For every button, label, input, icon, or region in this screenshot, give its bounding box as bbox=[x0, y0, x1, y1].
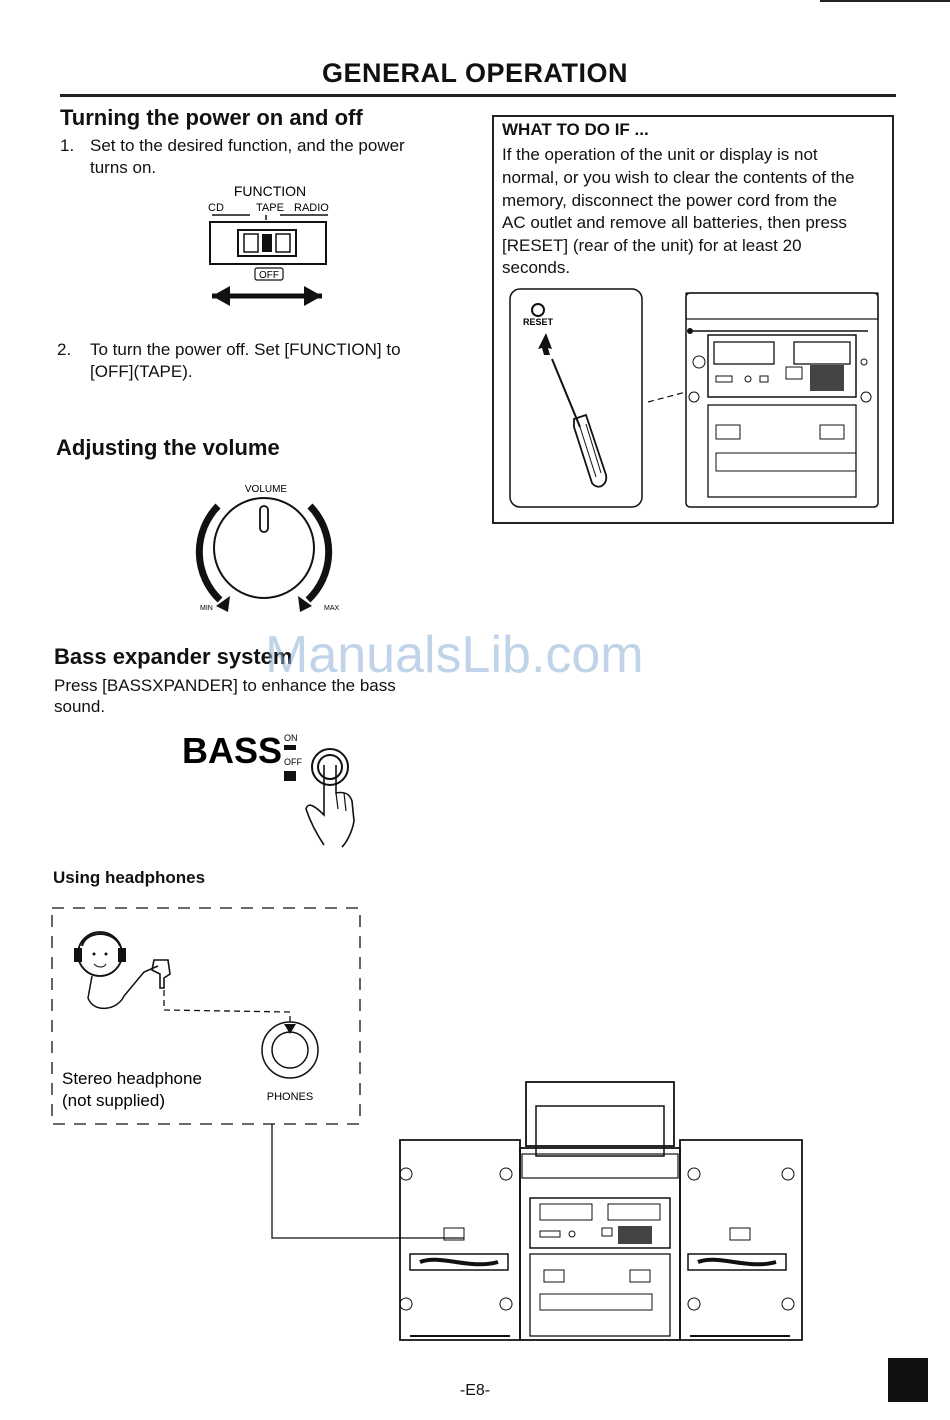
power-step1-line2: turns on. bbox=[90, 158, 157, 177]
bass-heading: Bass expander system bbox=[54, 644, 293, 669]
function-switch-illustration bbox=[200, 180, 340, 310]
volume-knob-illustration bbox=[180, 478, 350, 618]
reset-label: RESET bbox=[522, 317, 554, 327]
what-to-do-line-6: seconds. bbox=[502, 258, 571, 277]
power-step2-line1: To turn the power off. Set [FUNCTION] to bbox=[90, 340, 401, 359]
switch-off-label: OFF bbox=[259, 270, 279, 281]
carry-handle-icon bbox=[526, 1082, 674, 1146]
what-to-do-line-5: [RESET] (rear of the unit) for at least 20 bbox=[502, 236, 802, 255]
what-to-do-line-4: AC outlet and remove all batteries, then press bbox=[502, 213, 847, 232]
headphone-caption-line1: Stereo headphone bbox=[62, 1069, 202, 1088]
what-to-do-box bbox=[492, 115, 894, 524]
volume-knob-label: VOLUME bbox=[244, 484, 288, 495]
bass-on-label: ON bbox=[284, 733, 298, 743]
switch-tape-label: TAPE bbox=[256, 202, 284, 214]
what-to-do-heading: WHAT TO DO IF ... bbox=[502, 120, 649, 139]
what-to-do-line-1: If the operation of the unit or display is not bbox=[502, 145, 818, 164]
power-step1-number: 1. bbox=[60, 136, 75, 155]
title-underline bbox=[60, 94, 896, 97]
volume-min-label: MIN bbox=[200, 605, 213, 612]
boombox-front-illustration bbox=[390, 1078, 810, 1343]
pointing-hand-icon bbox=[306, 765, 354, 847]
page-edge-tab bbox=[888, 1358, 928, 1402]
power-step1-line1: Set to the desired function, and the power bbox=[90, 136, 405, 155]
bass-off-label: OFF bbox=[284, 757, 302, 767]
what-to-do-line-3: memory, disconnect the power cord from the bbox=[502, 191, 838, 210]
volume-heading: Adjusting the volume bbox=[56, 435, 280, 460]
bass-line2: sound. bbox=[54, 697, 106, 716]
page-number: -E8- bbox=[459, 1382, 491, 1399]
switch-radio-label: RADIO bbox=[294, 202, 329, 214]
bass-line1: Press [BASSXPANDER] to enhance the bass bbox=[54, 676, 396, 695]
headphone-caption-line2: (not supplied) bbox=[62, 1091, 166, 1110]
function-label: FUNCTION bbox=[233, 183, 307, 199]
bass-button-illustration bbox=[180, 725, 370, 850]
switch-cd-label: CD bbox=[208, 202, 224, 214]
bass-logo: BASS bbox=[182, 730, 283, 771]
headphones-heading: Using headphones bbox=[53, 868, 206, 887]
volume-max-label: MAX bbox=[324, 605, 340, 612]
unit-rear-icon bbox=[686, 293, 878, 507]
power-step2-number: 2. bbox=[57, 340, 72, 359]
reset-arrow-icon bbox=[538, 333, 552, 355]
page-title: GENERAL OPERATION bbox=[321, 58, 629, 88]
phones-jack-label: PHONES bbox=[266, 1091, 314, 1103]
power-step2-line2: [OFF](TAPE). bbox=[90, 362, 193, 381]
power-heading: Turning the power on and off bbox=[60, 105, 363, 130]
headphone-plug-icon bbox=[152, 960, 170, 988]
what-to-do-line-2: normal, or you wish to clear the contents of the bbox=[502, 168, 855, 187]
reset-illustration bbox=[508, 287, 880, 512]
top-corner-rule bbox=[820, 0, 950, 2]
watermark: ManualsLib.com bbox=[265, 626, 644, 684]
headphones-illustration bbox=[46, 900, 366, 1130]
